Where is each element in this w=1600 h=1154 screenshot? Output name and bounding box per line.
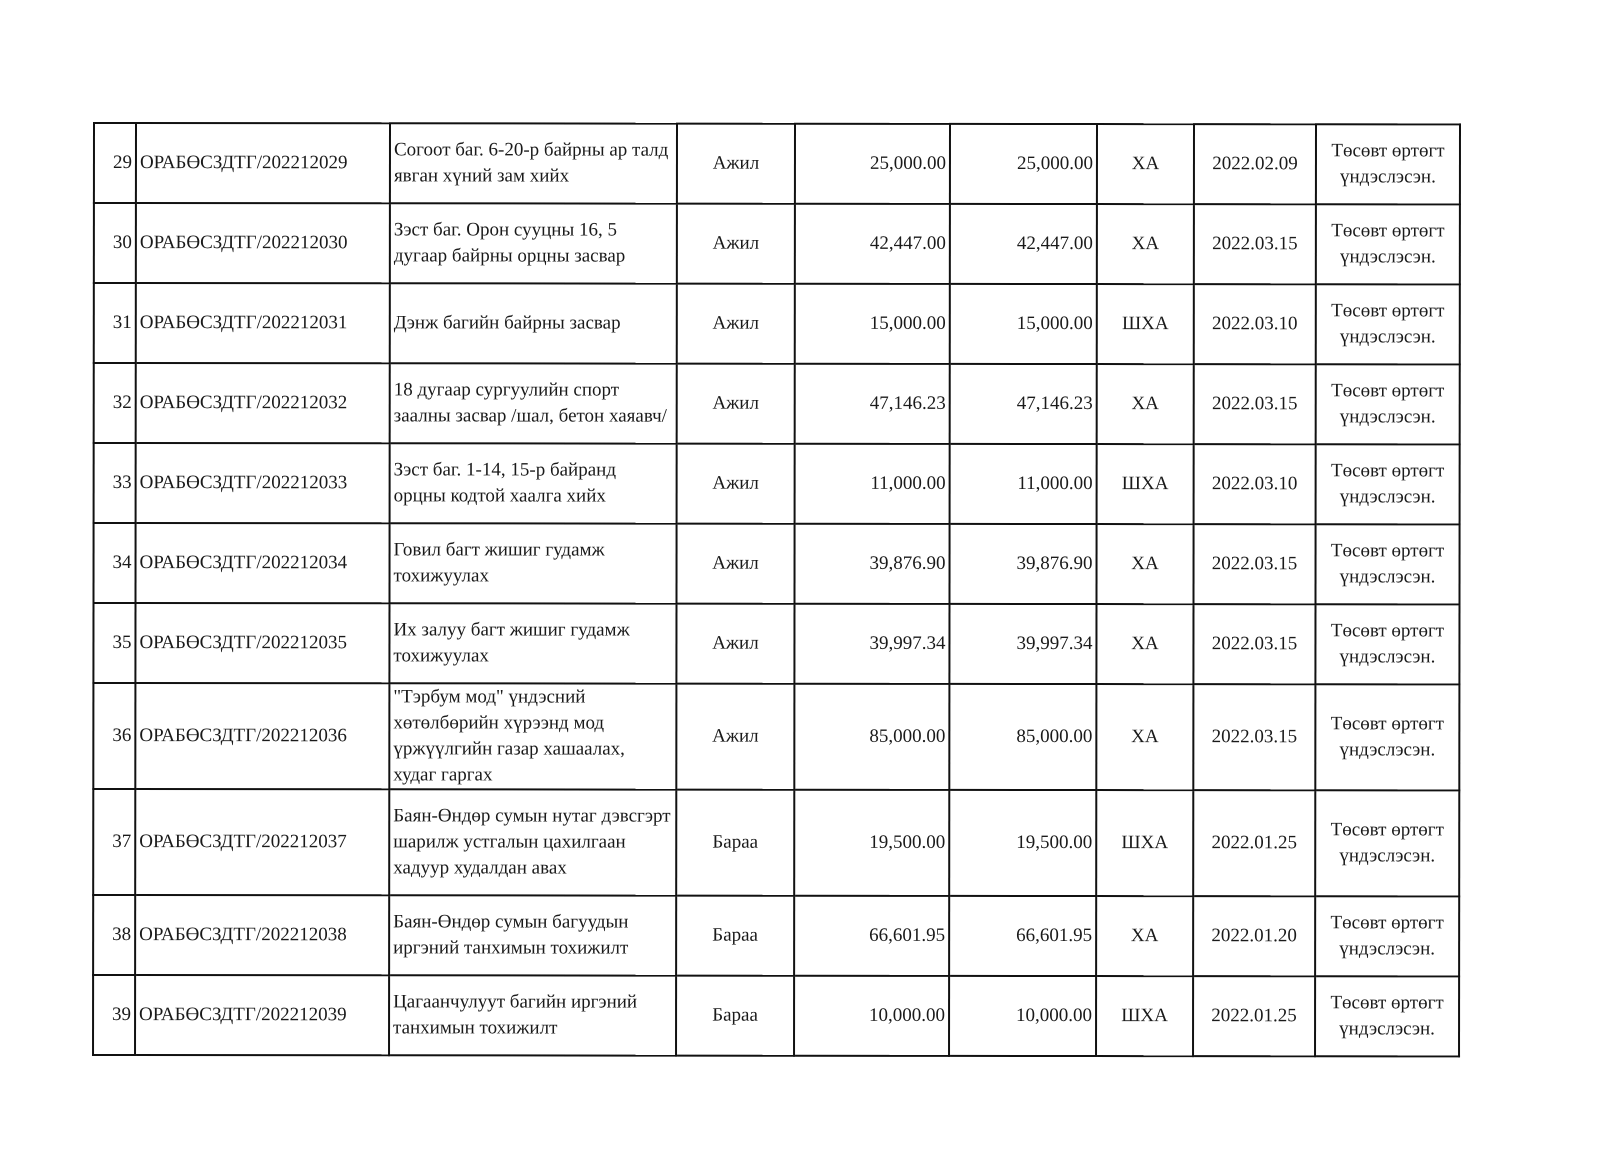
procurement-name: Баян-Өндөр сумын багуудын иргэний танхимын тохижилт xyxy=(389,895,676,975)
procurement-name: "Тэрбум мод" үндэсний хөтөлбөрийн хүрээнд мод үржүүлгийн газар хашаалах, худаг гаргах xyxy=(389,683,676,789)
procurement-code: ОРАБӨСЗДТГ/202212031 xyxy=(136,283,390,363)
procurement-note: Төсөвт өртөгт үндэслэсэн. xyxy=(1316,284,1460,364)
row-number: 35 xyxy=(93,603,135,683)
procurement-method: ХА xyxy=(1096,604,1193,684)
procurement-note: Төсөвт өртөгт үндэслэсэн. xyxy=(1316,124,1460,204)
budget-amount: 42,447.00 xyxy=(950,204,1097,284)
procurement-method: ХА xyxy=(1097,364,1194,444)
procurement-code: ОРАБӨСЗДТГ/202212039 xyxy=(135,975,389,1055)
procurement-code: ОРАБӨСЗДТГ/202212032 xyxy=(136,363,390,443)
procurement-note: Төсөвт өртөгт үндэслэсэн. xyxy=(1316,204,1460,284)
procurement-type: Бараа xyxy=(676,790,794,896)
row-number: 32 xyxy=(94,363,136,443)
procurement-name: Цагаанчулуут багийн иргэний танхимын тохижилт xyxy=(389,975,676,1055)
estimated-amount: 25,000.00 xyxy=(795,124,950,204)
procurement-code: ОРАБӨСЗДТГ/202212035 xyxy=(135,603,389,683)
procurement-type: Ажил xyxy=(677,444,795,524)
procurement-type: Ажил xyxy=(676,524,794,604)
procurement-method: ШХА xyxy=(1096,976,1193,1056)
estimated-amount: 39,876.90 xyxy=(794,524,949,604)
procurement-code: ОРАБӨСЗДТГ/202212036 xyxy=(135,683,389,789)
table-row xyxy=(94,363,1460,444)
procurement-date: 2022.03.15 xyxy=(1193,604,1315,684)
row-number: 33 xyxy=(94,443,136,523)
estimated-amount: 66,601.95 xyxy=(794,896,949,976)
procurement-plan-table xyxy=(92,122,1461,1057)
procurement-name: Их залуу багт жишиг гудамж тохижуулах xyxy=(389,603,676,683)
table-row xyxy=(93,895,1459,976)
procurement-date: 2022.03.15 xyxy=(1194,364,1316,444)
budget-amount: 39,997.34 xyxy=(949,604,1096,684)
estimated-amount: 19,500.00 xyxy=(794,790,949,896)
procurement-type: Ажил xyxy=(676,604,794,684)
procurement-code: ОРАБӨСЗДТГ/202212029 xyxy=(136,123,390,203)
row-number: 34 xyxy=(93,523,135,603)
procurement-date: 2022.03.15 xyxy=(1193,524,1315,604)
estimated-amount: 11,000.00 xyxy=(795,444,950,524)
procurement-type: Ажил xyxy=(676,684,794,790)
procurement-note: Төсөвт өртөгт үндэслэсэн. xyxy=(1315,604,1459,684)
procurement-method: ШХА xyxy=(1097,444,1194,524)
procurement-type: Ажил xyxy=(677,204,795,284)
row-number: 30 xyxy=(94,203,136,283)
procurement-code: ОРАБӨСЗДТГ/202212030 xyxy=(136,203,390,283)
budget-amount: 66,601.95 xyxy=(949,896,1096,976)
budget-amount: 85,000.00 xyxy=(949,684,1096,790)
procurement-note: Төсөвт өртөгт үндэслэсэн. xyxy=(1315,684,1459,790)
procurement-code: ОРАБӨСЗДТГ/202212033 xyxy=(136,443,390,523)
table-row xyxy=(93,523,1459,604)
procurement-name: Баян-Өндөр сумын нутаг дэвсгэрт шарилж устгалын цахилгаан хадуур худалдан авах xyxy=(389,789,676,895)
estimated-amount: 39,997.34 xyxy=(794,604,949,684)
budget-amount: 19,500.00 xyxy=(949,790,1096,896)
row-number: 31 xyxy=(94,283,136,363)
budget-amount: 10,000.00 xyxy=(949,976,1096,1056)
table-row xyxy=(93,603,1459,684)
procurement-name: Говил багт жишиг гудамж тохижуулах xyxy=(389,523,676,603)
procurement-date: 2022.03.15 xyxy=(1193,684,1315,790)
table-row xyxy=(94,443,1460,524)
procurement-method: ХА xyxy=(1097,204,1194,284)
budget-amount: 11,000.00 xyxy=(950,444,1097,524)
procurement-date: 2022.01.20 xyxy=(1193,896,1315,976)
row-number: 36 xyxy=(93,683,135,789)
procurement-name: Зэст баг. Орон сууцны 16, 5 дугаар байрны орцны засвар xyxy=(390,203,677,283)
procurement-method: ХА xyxy=(1097,124,1194,204)
procurement-name: Дэнж багийн байрны засвар xyxy=(390,283,677,363)
procurement-date: 2022.01.25 xyxy=(1193,976,1315,1056)
procurement-code: ОРАБӨСЗДТГ/202212038 xyxy=(135,895,389,975)
procurement-code: ОРАБӨСЗДТГ/202212037 xyxy=(135,789,389,895)
procurement-date: 2022.01.25 xyxy=(1193,790,1315,896)
procurement-note: Төсөвт өртөгт үндэслэсэн. xyxy=(1316,444,1460,524)
procurement-method: ХА xyxy=(1096,684,1193,790)
row-number: 37 xyxy=(93,789,135,895)
table-row xyxy=(93,975,1459,1056)
procurement-note: Төсөвт өртөгт үндэслэсэн. xyxy=(1315,896,1459,976)
procurement-name: 18 дугаар сургуулийн спорт заалны засвар /шал, бетон хаяавч/ xyxy=(390,363,677,443)
procurement-note: Төсөвт өртөгт үндэслэсэн. xyxy=(1315,976,1459,1056)
procurement-type: Ажил xyxy=(677,364,795,444)
procurement-name: Согоот баг. 6-20-р байрны ар талд явган хүний зам хийх xyxy=(390,123,677,203)
estimated-amount: 15,000.00 xyxy=(795,284,950,364)
budget-amount: 15,000.00 xyxy=(950,284,1097,364)
procurement-method: ШХА xyxy=(1097,284,1194,364)
table-row xyxy=(94,203,1460,284)
table-row xyxy=(94,123,1460,204)
budget-amount: 47,146.23 xyxy=(950,364,1097,444)
estimated-amount: 47,146.23 xyxy=(795,364,950,444)
estimated-amount: 85,000.00 xyxy=(794,684,949,790)
row-number: 39 xyxy=(93,975,135,1055)
procurement-type: Ажил xyxy=(677,124,795,204)
procurement-type: Бараа xyxy=(676,896,794,976)
procurement-method: ХА xyxy=(1096,896,1193,976)
estimated-amount: 42,447.00 xyxy=(795,204,950,284)
procurement-method: ХА xyxy=(1096,524,1193,604)
row-number: 38 xyxy=(93,895,135,975)
procurement-note: Төсөвт өртөгт үндэслэсэн. xyxy=(1316,364,1460,444)
procurement-date: 2022.03.10 xyxy=(1194,284,1316,364)
procurement-date: 2022.03.15 xyxy=(1194,204,1316,284)
procurement-method: ШХА xyxy=(1096,790,1193,896)
table-row xyxy=(94,283,1460,364)
procurement-name: Зэст баг. 1-14, 15-р байранд орцны кодтой хаалга хийх xyxy=(390,443,677,523)
procurement-type: Бараа xyxy=(676,976,794,1056)
procurement-type: Ажил xyxy=(677,284,795,364)
procurement-note: Төсөвт өртөгт үндэслэсэн. xyxy=(1315,524,1459,604)
table-row xyxy=(93,683,1459,790)
procurement-code: ОРАБӨСЗДТГ/202212034 xyxy=(135,523,389,603)
budget-amount: 25,000.00 xyxy=(950,124,1097,204)
procurement-note: Төсөвт өртөгт үндэслэсэн. xyxy=(1315,790,1459,896)
procurement-date: 2022.03.10 xyxy=(1194,444,1316,524)
estimated-amount: 10,000.00 xyxy=(794,976,949,1056)
procurement-date: 2022.02.09 xyxy=(1194,124,1316,204)
table-row xyxy=(93,789,1459,896)
row-number: 29 xyxy=(94,123,136,203)
budget-amount: 39,876.90 xyxy=(949,524,1096,604)
